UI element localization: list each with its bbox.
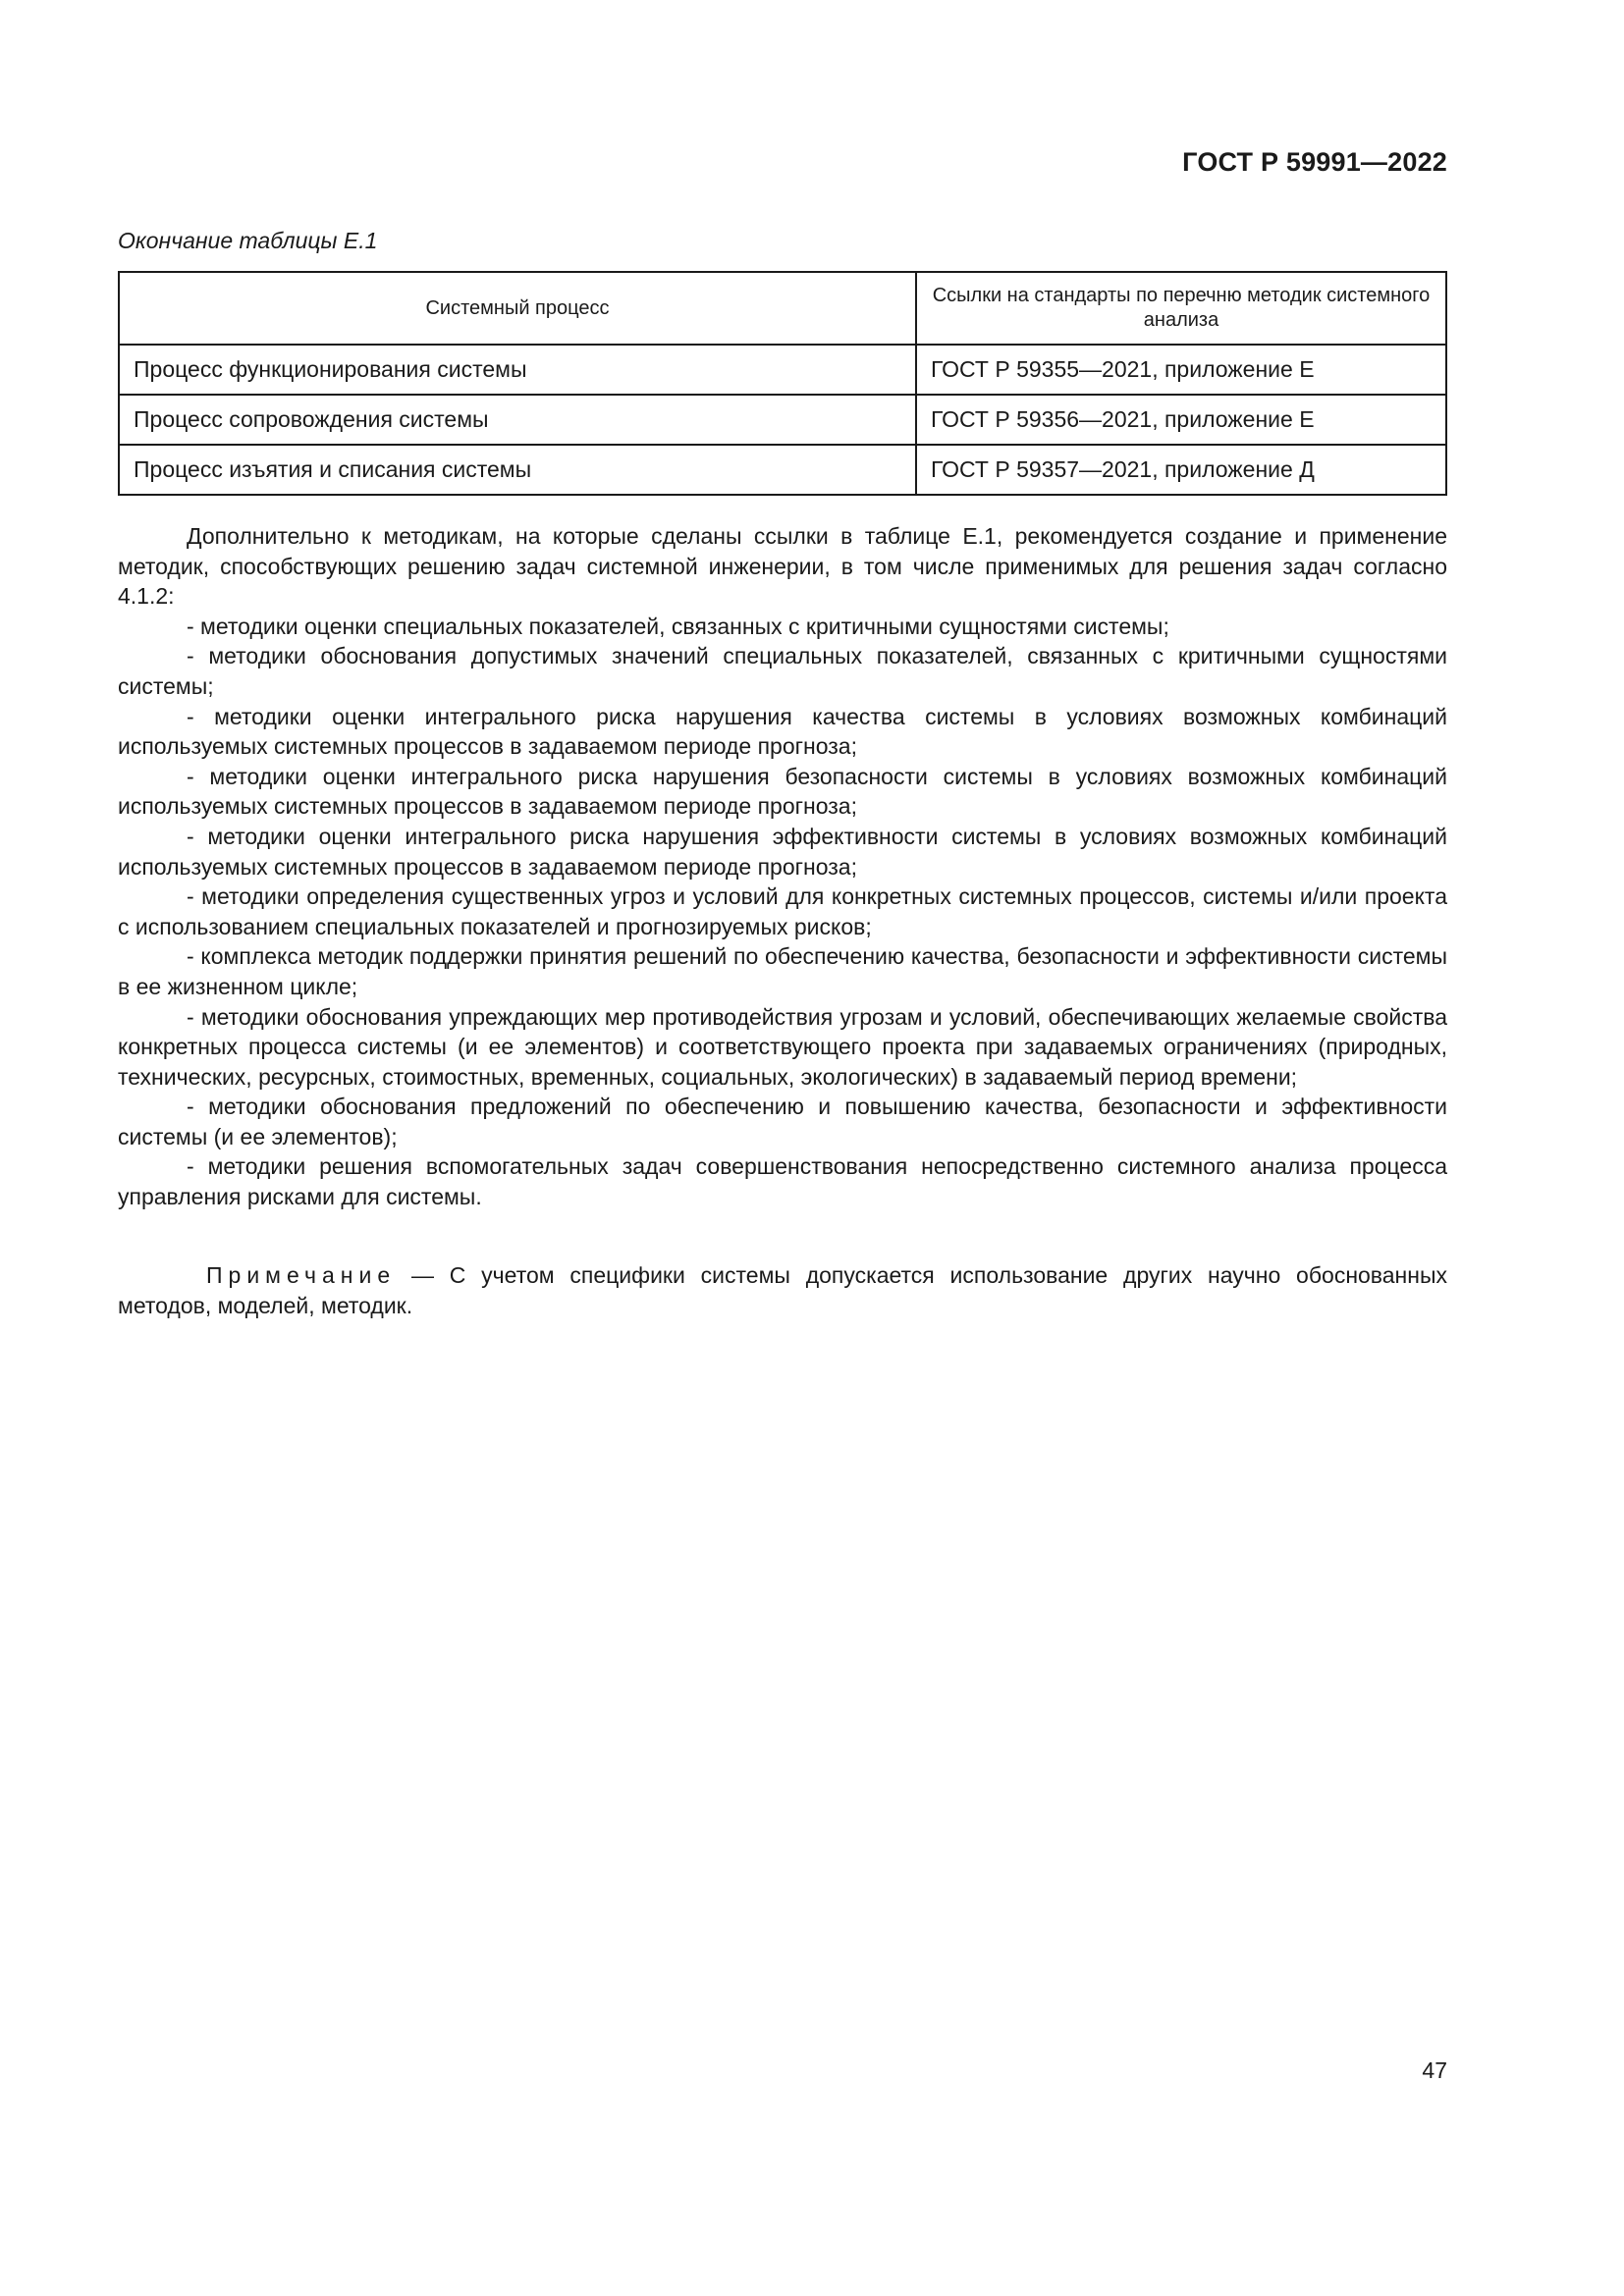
note-label: Примечание bbox=[206, 1262, 397, 1288]
table-cell-process: Процесс сопровождения системы bbox=[119, 395, 916, 445]
intro-paragraph: Дополнительно к методикам, на которые сделаны ссылки в таблице Е.1, рекомендуется создание и применение методик, способствующих решению задач системной инженерии, в том числе применимых для решения задач согласно 4.1.2: bbox=[118, 523, 1447, 610]
note-block bbox=[118, 1260, 1447, 1320]
column-header-process: Системный процесс bbox=[119, 272, 916, 345]
list-item: - методики оценки интегрального риска нарушения эффективности системы в условиях возможных комбинаций используемых системных процессов в задаваемом периоде прогноза; bbox=[118, 823, 1447, 880]
table-cell-process: Процесс изъятия и списания системы bbox=[119, 445, 916, 495]
column-header-references: Ссылки на стандарты по перечню методик системного анализа bbox=[916, 272, 1446, 345]
note-paragraph bbox=[118, 1260, 1447, 1320]
note-text: — С учетом специфики системы допускается использование других научно обоснованных методов, моделей, методик. bbox=[118, 1262, 1447, 1318]
list-item: - методики обоснования допустимых значений специальных показателей, связанных с критичными сущностями системы; bbox=[118, 643, 1447, 699]
table-cell-reference: ГОСТ Р 59357—2021, приложение Д bbox=[916, 445, 1446, 495]
list-item: - методики оценки интегрального риска нарушения безопасности системы в условиях возможных комбинаций используемых системных процессов в задаваемом периоде прогноза; bbox=[118, 763, 1447, 820]
table-row bbox=[119, 395, 1446, 445]
list-item: - методики обоснования предложений по обеспечению и повышению качества, безопасности и эффективности системы (и ее элементов); bbox=[118, 1094, 1447, 1149]
list-item: - комплекса методик поддержки принятия решений по обеспечению качества, безопасности и эффективности системы в ее жизненном цикле; bbox=[118, 943, 1447, 999]
table-row bbox=[119, 445, 1446, 495]
list-item: - методики оценки специальных показателей, связанных с критичными сущностями системы; bbox=[187, 613, 1169, 639]
list-item: - методики обоснования упреждающих мер противодействия угрозам и условий, обеспечивающих желаемые свойства конкретных процесса системы (и ее элементов) и соответствующего проекта при задаваемых ограничениях (природных, технических, ресурсных, стоимостных, временных, социальных, экологических) в задаваемый период времени; bbox=[118, 1003, 1447, 1090]
table-caption: Окончание таблицы Е.1 bbox=[118, 228, 378, 253]
table-cell-reference: ГОСТ Р 59356—2021, приложение Е bbox=[916, 395, 1446, 445]
table-row bbox=[119, 345, 1446, 395]
table-cell-process: Процесс функционирования системы bbox=[119, 345, 916, 395]
standards-table bbox=[118, 271, 1447, 496]
page-number: 47 bbox=[1422, 2057, 1447, 2083]
list-item: - методики определения существенных угроз и условий для конкретных системных процессов, системы и/или проекта с использованием специальных показателей и прогнозируемых рисков; bbox=[118, 883, 1447, 939]
list-item: - методики оценки интегрального риска нарушения качества системы в условиях возможных комбинаций используемых системных процессов в задаваемом периоде прогноза; bbox=[118, 703, 1447, 760]
list-item: - методики решения вспомогательных задач совершенствования непосредственно системного анализа процесса управления рисками для системы. bbox=[118, 1153, 1447, 1210]
table-header-row bbox=[119, 272, 1446, 345]
table-cell-reference: ГОСТ Р 59355—2021, приложение Е bbox=[916, 345, 1446, 395]
body-text bbox=[118, 521, 1447, 1212]
document-designation: ГОСТ Р 59991—2022 bbox=[1182, 147, 1447, 177]
